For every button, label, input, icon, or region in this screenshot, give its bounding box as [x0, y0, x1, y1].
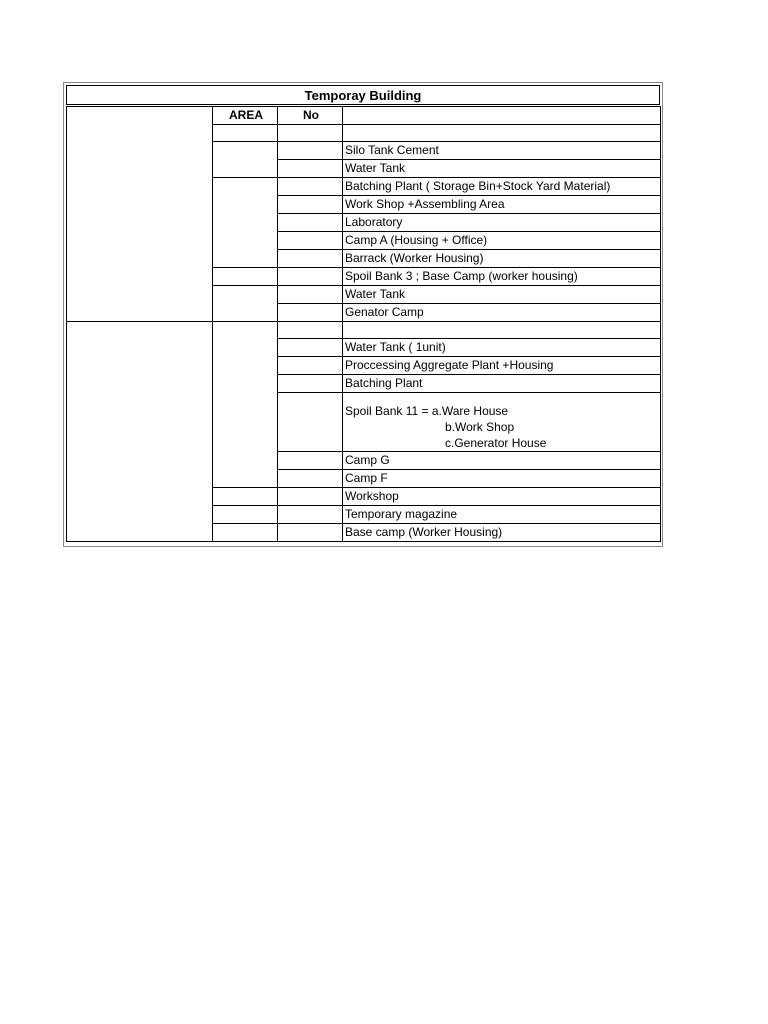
item-cell: Workshop	[343, 488, 661, 506]
item-cell: Work Shop +Assembling Area	[343, 196, 661, 214]
item-cell: Temporary magazine	[343, 506, 661, 524]
item-cell: Base camp (Worker Housing)	[343, 524, 661, 542]
item-cell: Proccessing Aggregate Plant +Housing	[343, 357, 661, 375]
table-row	[67, 322, 661, 339]
item-cell: Camp A (Housing + Office)	[343, 232, 661, 250]
item-cell: Genator Camp	[343, 304, 661, 322]
item-cell: Barrack (Worker Housing)	[343, 250, 661, 268]
item-cell: Water Tank ( 1unit)	[343, 339, 661, 357]
spoil-line-2: b.Work Shop	[445, 420, 515, 434]
item-cell: Spoil Bank 3 ; Base Camp (worker housing)	[343, 268, 661, 286]
item-cell: Batching Plant	[343, 375, 661, 393]
item-cell: Water Tank	[343, 160, 661, 178]
item-cell: Camp G	[343, 452, 661, 470]
item-cell: Silo Tank Cement	[343, 142, 661, 160]
spoil-line-1: Spoil Bank 11 = a.Ware House	[345, 404, 509, 418]
header-area: AREA	[213, 107, 278, 125]
header-blank	[343, 107, 661, 125]
group-cell-1	[67, 107, 213, 322]
group-cell-2	[67, 322, 213, 542]
temporary-building-table	[66, 106, 661, 542]
item-cell-spoil-bank-11	[343, 393, 661, 452]
item-cell: Water Tank	[343, 286, 661, 304]
spoil-line-3: c.Generator House	[445, 436, 547, 450]
item-cell: Laboratory	[343, 214, 661, 232]
item-cell: Batching Plant ( Storage Bin+Stock Yard Material)	[343, 178, 661, 196]
table-title: Temporay Building	[66, 85, 660, 105]
header-no: No	[278, 107, 343, 125]
header-row	[67, 107, 661, 125]
item-cell: Camp F	[343, 470, 661, 488]
